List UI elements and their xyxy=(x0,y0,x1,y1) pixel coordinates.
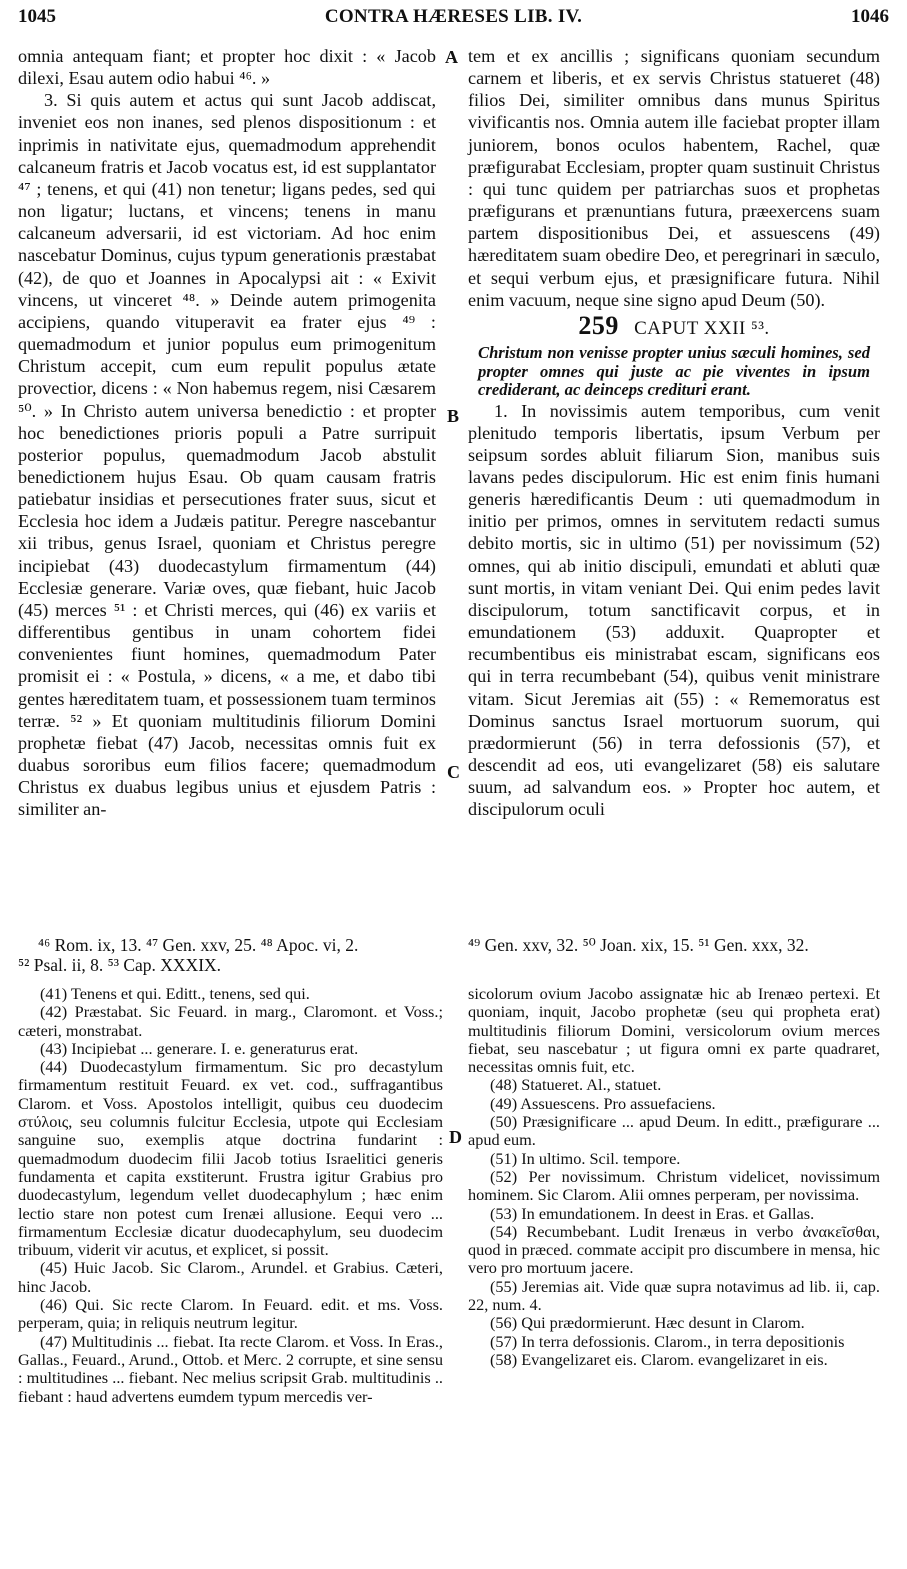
note-53: (53) In emundationem. In deest in Eras. et Gallas. xyxy=(490,1203,815,1223)
running-header xyxy=(0,2,907,32)
margin-letter-d: D xyxy=(449,1127,462,1147)
note-46: (46) Qui. Sic recte Clarom. In Feuard. edit. et ms. Voss. perperam, quia; in reliquis neutrum legitur. xyxy=(18,1295,443,1333)
page-number-left: 1045 xyxy=(18,6,56,27)
note-56: (56) Qui prædormierunt. Hæc desunt in Clarom. xyxy=(490,1313,805,1333)
chapter-title: CAPUT XXII ⁵³. xyxy=(634,317,770,339)
note-57: (57) In terra defossionis. Clarom., in terra depositionis xyxy=(490,1331,845,1351)
main-text-right-column xyxy=(468,45,880,821)
critical-notes-left xyxy=(18,985,443,1406)
note-45: (45) Huic Jacob. Sic Clarom., Arundel. et Grabius. Cæteri, hinc Jacob. xyxy=(18,1258,443,1296)
note-42: (42) Præstabat. Sic Feuard. in marg., Claromont. et Voss.; cæteri, monstrabat. xyxy=(18,1002,443,1040)
scripture-references-right: ⁴⁹ Gen. xxv, 32. ⁵⁰ Joan. xix, 15. ⁵¹ Gen. xxx, 32. xyxy=(468,935,809,955)
note-49: (49) Assuescens. Pro assuefaciens. xyxy=(490,1093,716,1113)
chapter-marginal-number: 259 xyxy=(578,310,619,340)
note-47: (47) Multitudinis ... fiebat. Ita recte Clarom. et Voss. In Eras., Gallas., Feuard., Arund., Ottob. et Merc. 2 corrupte, et sine sensu : multitudines ... fiebant. Nec melius scripsit Grab. multitudinis .. fiebant : haud advertens eumdem typum mercedis ver- xyxy=(18,1331,443,1406)
note-55: (55) Jeremias ait. Vide quæ supra notavimus ad lib. ii, cap. 22, num. 4. xyxy=(468,1276,880,1315)
note-44: (44) Duodecastylum firmamentum. Sic pro decastylum firmamentum restituit Feuard. ex vet. cod., suffragantibus Clarom. et Voss. Apostolos intelligit, quibus ceu duodecim στύλοις, seu columnis fulcitur Ecclesia, utpote qui Ecclesiam sanguine suo, exemplis atque doctrina fundarint : quemadmodum duodecim filii Jacob totius Israelitici generis fundamenta et capita exstiterunt. Frustra igitur Grabius pro duodecastylum, legendum vellet duodecaphylum ; hæc enim lectio stare non potest cum Irenæi allusione. Eequi vero ... firmamentum Ecclesiæ dicatur duodecaphylum, seu duodecim tribuum, viderit vir acutus, et explicet, si possit. xyxy=(18,1057,443,1260)
paragraph-section-1: 1. In novissimis autem temporibus, cum venit plenitudo temporis libertatis, ipsum Verbum per seipsum sordes abluit filiarum Sion, manibus suis lavans pedes discipulorum. Hic est enim finis humani generis hæredificantis Deum : uti quemadmodum in initio per primos, omnes in servitutem redacti sumus debito mortis, sic in ultimo (51) per novissimum (52) omnes, qui ab initio discipuli, emundati et abluti quæ sunt mortis, in vitam veniant Dei. Qui enim pedes lavit discipulorum, totum sanctificavit corpus, et in emundationem (53) adduxit. Quapropter et recumbentibus eis ministrabat escam, significans eos qui in terra recumbebant (54), quibus venit ministrare vitam. Sicut Jeremias ait (55) : « Rememoratus est Dominus sanctus Israel mortuorum suorum, qui prædormierunt (56) in terra defossionis (57), et descendit ad eos, uti evangelizaret (58) eis salutare suum, ad salvandum eos. » Propter hoc autem, et discipulorum oculi xyxy=(468,400,880,820)
scripture-references-left-1: ⁴⁶ Rom. ix, 13. ⁴⁷ Gen. xxv, 25. ⁴⁸ Apoc. vi, 2. xyxy=(38,935,359,955)
margin-letter-a: A xyxy=(445,47,458,67)
margin-letter-b: B xyxy=(447,406,460,426)
scripture-references-left-2: ⁵² Psal. ii, 8. ⁵³ Cap. XXXIX. xyxy=(18,955,222,975)
note-50: (50) Præsignificare ... apud Deum. In editt., præfigurare ... apud eum. xyxy=(468,1112,880,1150)
margin-letter-c: C xyxy=(447,762,460,782)
chapter-summary: Christum non venisse propter unius sæculi homines, sed propter omnes qui juste ac pie viventes in ipsum crediderant, ac deinceps credituri erant. xyxy=(478,343,870,400)
paragraph-continuation-right: tem et ex ancillis ; significans quoniam secundum carnem et liberis, et ex servis Christus statueret (48) filios Dei, similiter omnibus dans munus Spiritus vivificantis nos. Omnia autem ille faciebat propter illam juniorem, bonos oculos habentem, Rachel, quæ præfigurabat Ecclesiam, propter quam sustinuit Christus : qui tunc quidem per patriarchas suos et prophetas præfigurans et prænuntians futura, præexercens suam partem dispositionibus Dei, et assuescens (49) hæreditatem suam obedire Deo, et peregrinari in sæculo, et sequi verbum ejus, et præsignificare futura. Nihil enim vacuum, neque sine signo apud Deum (50). xyxy=(468,46,880,310)
running-title: CONTRA HÆRESES LIB. IV. xyxy=(324,6,583,27)
note-43: (43) Incipiebat ... generare. I. e. generaturus erat. xyxy=(40,1038,359,1058)
note-47-continuation: sicolorum ovium Jacobo assignatæ hic ab Irenæo pertexi. Et quoniam, inquit, Jacobo prophetæ (seu qui propheta erat) multitudinis filiorum Domini, versicolorum ovium merces fiebat, seu nascebatur ; ut figura omni ex parte quadraret, necessitas omnis fuit, etc. xyxy=(468,984,880,1077)
note-51: (51) In ultimo. Scil. tempore. xyxy=(490,1148,681,1168)
note-48: (48) Statueret. Al., statuet. xyxy=(490,1075,662,1095)
note-58: (58) Evangelizaret eis. Clarom. evangelizaret in eis. xyxy=(490,1349,828,1369)
chapter-heading xyxy=(468,310,880,340)
critical-notes-right xyxy=(468,985,880,1369)
paragraph-continuation: omnia antequam fiant; et propter hoc dixit : « Jacob dilexi, Esau autem odio habui ⁴⁶. » xyxy=(18,46,436,89)
note-41: (41) Tenens et qui. Editt., tenens, sed qui. xyxy=(40,984,310,1003)
paragraph-section-3: 3. Si quis autem et actus qui sunt Jacob addiscat, inveniet eos non inanes, sed plenos dispositionum : et inprimis in nativitate ejus, quemadmodum apprehendit calcaneum fratris et Jacob vocatus est, id est supplantator ⁴⁷ ; tenens, et qui (41) non tenetur; ligans pedes, sed qui non ligatur; luctans, et vincens; tenens in manu calcaneum adversarii, id est victoriam. Ad hoc enim nascebatur Dominus, cujus typum generationis præstabat (42), de quo et Joannes in Apocalypsi ait : « Exivit vincens, ut vinceret ⁴⁸. » Deinde autem primogenita accipiens, quando vituperavit ea frater ejus ⁴⁹ : quemadmodum et junior populus eum primogenitum Christum accepit, cum eum repulit populus ætate provectior, dicens : « Non habemus regem, nisi Cæsarem ⁵⁰. » In Christo autem universa benedictio : et propter hoc benedictiones prioris populi a Patre surripuit posterior populus, quemadmodum Jacob abstulit benedictionem hujus Esau. Ob quam causam fratris patiebatur insidias et persecutiones frater suus, sicut et Ecclesia hoc idem a Judæis patitur. Peregre nascebantur xii tribus, genus Israel, quoniam et Christus peregre incipiebat (43) duodecastylum firmamentum (44) Ecclesiæ generare. Variæ oves, quæ fiebant, huic Jacob (45) merces ⁵¹ : et Christi merces, qui (46) ex variis et differentibus gentibus in unam cohortem fidei convenientes fiunt homines, quemadmodum Pater promisit ei : « Postula, » dicens, « a me, et dabo tibi gentes hæreditatem tuam, et possessionem tuam terminos terræ. ⁵² » Et quoniam multitudinis filiorum Domini prophetæ fiebat (47) Jacob, necessitas omnis fuit ex duabus sororibus eum filios facere; quemadmodum Christus ex duabus legibus unius et ejusdem Patris : similiter an- xyxy=(18,90,436,820)
main-text-left-column xyxy=(18,45,436,820)
note-54: (54) Recumbebant. Ludit Irenæus in verbo ἀνακεῖσθαι, quod in præced. commate accipit pro discumbere in mensa, hic vero pro mortuum jacere. xyxy=(468,1221,880,1278)
note-52: (52) Per novissimum. Christum videlicet, novissimum hominem. Sic Clarom. Alii omnes perperam, per novissima. xyxy=(468,1166,880,1205)
page-number-right: 1046 xyxy=(851,6,889,27)
